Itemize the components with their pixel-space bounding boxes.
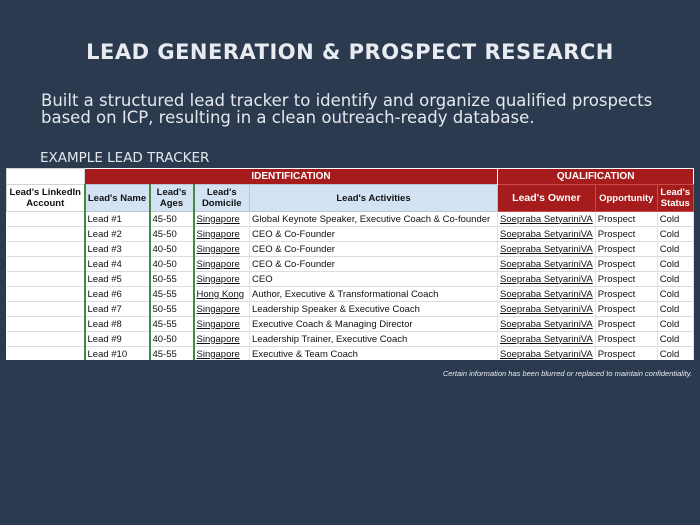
group-identification: IDENTIFICATION <box>85 169 498 185</box>
cell-linkedin[interactable] <box>7 332 85 347</box>
column-header-row <box>7 185 694 212</box>
cell-owner[interactable]: Soepraba SetyariniVA <box>498 242 596 257</box>
cell-ages[interactable]: 50-55 <box>150 272 194 287</box>
cell-domicile[interactable]: Singapore <box>194 242 250 257</box>
cell-opportunity[interactable]: Prospect <box>595 317 657 332</box>
lead-tracker-table <box>6 168 694 360</box>
cell-owner[interactable]: Soepraba SetyariniVA <box>498 227 596 242</box>
cell-ages[interactable]: 45-55 <box>150 287 194 302</box>
group-blank-cell <box>7 169 85 185</box>
cell-name[interactable]: Lead #3 <box>85 242 150 257</box>
header-ages[interactable]: Lead's Ages <box>150 185 194 212</box>
cell-activities[interactable]: Leadership Trainer, Executive Coach <box>250 332 498 347</box>
table-row <box>7 332 694 347</box>
cell-name[interactable]: Lead #9 <box>85 332 150 347</box>
cell-activities[interactable]: Executive Coach & Managing Director <box>250 317 498 332</box>
cell-ages[interactable]: 40-50 <box>150 332 194 347</box>
cell-status[interactable]: Cold <box>657 347 693 361</box>
table-row <box>7 227 694 242</box>
cell-linkedin[interactable] <box>7 272 85 287</box>
cell-owner[interactable]: Soepraba SetyariniVA <box>498 287 596 302</box>
cell-activities[interactable]: CEO <box>250 272 498 287</box>
cell-ages[interactable]: 45-50 <box>150 227 194 242</box>
confidentiality-footnote: Certain information has been blurred or replaced to maintain confidentiality. <box>442 369 692 378</box>
cell-opportunity[interactable]: Prospect <box>595 242 657 257</box>
cell-name[interactable]: Lead #1 <box>85 212 150 227</box>
table-row <box>7 272 694 287</box>
cell-ages[interactable]: 50-55 <box>150 302 194 317</box>
cell-linkedin[interactable] <box>7 347 85 361</box>
cell-linkedin[interactable] <box>7 212 85 227</box>
cell-name[interactable]: Lead #5 <box>85 272 150 287</box>
cell-status[interactable]: Cold <box>657 302 693 317</box>
lead-tracker-sheet <box>6 168 694 360</box>
cell-ages[interactable]: 45-55 <box>150 317 194 332</box>
cell-opportunity[interactable]: Prospect <box>595 347 657 361</box>
cell-linkedin[interactable] <box>7 317 85 332</box>
cell-domicile[interactable]: Singapore <box>194 227 250 242</box>
table-row <box>7 287 694 302</box>
cell-status[interactable]: Cold <box>657 257 693 272</box>
cell-name[interactable]: Lead #7 <box>85 302 150 317</box>
cell-opportunity[interactable]: Prospect <box>595 257 657 272</box>
table-row <box>7 257 694 272</box>
cell-linkedin[interactable] <box>7 257 85 272</box>
cell-status[interactable]: Cold <box>657 242 693 257</box>
cell-activities[interactable]: CEO & Co-Founder <box>250 242 498 257</box>
header-name[interactable]: Lead's Name <box>85 185 150 212</box>
cell-linkedin[interactable] <box>7 242 85 257</box>
cell-linkedin[interactable] <box>7 287 85 302</box>
cell-linkedin[interactable] <box>7 302 85 317</box>
cell-domicile[interactable]: Hong Kong <box>194 287 250 302</box>
cell-owner[interactable]: Soepraba SetyariniVA <box>498 317 596 332</box>
cell-owner[interactable]: Soepraba SetyariniVA <box>498 332 596 347</box>
cell-status[interactable]: Cold <box>657 332 693 347</box>
cell-status[interactable]: Cold <box>657 287 693 302</box>
cell-ages[interactable]: 40-50 <box>150 242 194 257</box>
header-status[interactable]: Lead's Status <box>657 185 693 212</box>
table-row <box>7 212 694 227</box>
cell-name[interactable]: Lead #2 <box>85 227 150 242</box>
cell-activities[interactable]: CEO & Co-Founder <box>250 257 498 272</box>
cell-opportunity[interactable]: Prospect <box>595 302 657 317</box>
table-row <box>7 302 694 317</box>
table-row <box>7 347 694 361</box>
cell-ages[interactable]: 45-55 <box>150 347 194 361</box>
cell-status[interactable]: Cold <box>657 317 693 332</box>
cell-name[interactable]: Lead #8 <box>85 317 150 332</box>
cell-domicile[interactable]: Singapore <box>194 257 250 272</box>
cell-opportunity[interactable]: Prospect <box>595 287 657 302</box>
cell-status[interactable]: Cold <box>657 212 693 227</box>
table-row <box>7 317 694 332</box>
group-header-row <box>7 169 694 185</box>
group-qualification: QUALIFICATION <box>498 169 694 185</box>
cell-opportunity[interactable]: Prospect <box>595 332 657 347</box>
cell-status[interactable]: Cold <box>657 227 693 242</box>
cell-owner[interactable]: Soepraba SetyariniVA <box>498 257 596 272</box>
cell-name[interactable]: Lead #10 <box>85 347 150 361</box>
cell-domicile[interactable]: Singapore <box>194 332 250 347</box>
cell-linkedin[interactable] <box>7 227 85 242</box>
cell-name[interactable]: Lead #6 <box>85 287 150 302</box>
page-subtitle: Built a structured lead tracker to identify and organize qualified prospects based on ICP, resulting in a clean outreach-ready database. <box>41 91 653 127</box>
cell-name[interactable]: Lead #4 <box>85 257 150 272</box>
header-opportunity[interactable]: Opportunity <box>595 185 657 212</box>
section-label: EXAMPLE LEAD TRACKER <box>40 150 210 166</box>
cell-domicile[interactable]: Singapore <box>194 212 250 227</box>
cell-activities[interactable]: Leadership Speaker & Executive Coach <box>250 302 498 317</box>
cell-owner[interactable]: Soepraba SetyariniVA <box>498 347 596 361</box>
cell-activities[interactable]: Executive & Team Coach <box>250 347 498 361</box>
cell-activities[interactable]: Global Keynote Speaker, Executive Coach & Co-founder <box>250 212 498 227</box>
cell-ages[interactable]: 40-50 <box>150 257 194 272</box>
cell-ages[interactable]: 45-50 <box>150 212 194 227</box>
cell-owner[interactable]: Soepraba SetyariniVA <box>498 302 596 317</box>
cell-owner[interactable]: Soepraba SetyariniVA <box>498 212 596 227</box>
cell-domicile[interactable]: Singapore <box>194 302 250 317</box>
cell-activities[interactable]: Author, Executive & Transformational Coach <box>250 287 498 302</box>
cell-opportunity[interactable]: Prospect <box>595 227 657 242</box>
cell-domicile[interactable]: Singapore <box>194 317 250 332</box>
header-linkedin[interactable]: Lead's LinkedIn Account <box>7 185 85 212</box>
cell-domicile[interactable]: Singapore <box>194 272 250 287</box>
header-domicile[interactable]: Lead's Domicile <box>194 185 250 212</box>
table-row <box>7 242 694 257</box>
cell-owner[interactable]: Soepraba SetyariniVA <box>498 272 596 287</box>
cell-opportunity[interactable]: Prospect <box>595 272 657 287</box>
page-title: LEAD GENERATION & PROSPECT RESEARCH <box>86 40 614 64</box>
cell-domicile[interactable]: Singapore <box>194 347 250 361</box>
cell-status[interactable]: Cold <box>657 272 693 287</box>
header-owner[interactable]: Lead's Owner <box>498 185 596 212</box>
header-activities[interactable]: Lead's Activities <box>250 185 498 212</box>
cell-opportunity[interactable]: Prospect <box>595 212 657 227</box>
cell-activities[interactable]: CEO & Co-Founder <box>250 227 498 242</box>
